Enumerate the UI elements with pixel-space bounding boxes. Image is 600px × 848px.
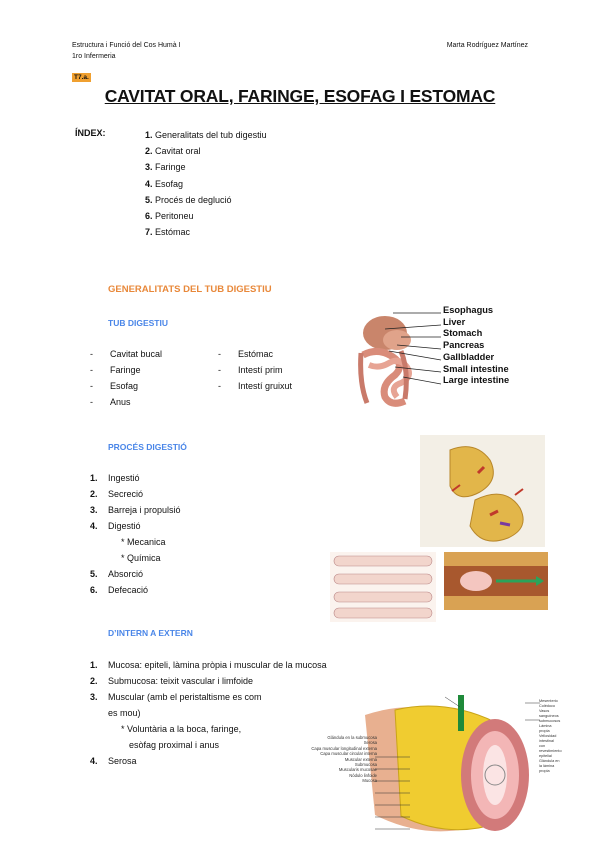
bullet-dash: -	[90, 349, 93, 359]
step-text: Ingestió	[108, 473, 140, 483]
index-number: 5.	[145, 194, 153, 205]
index-text: Cavitat oral	[152, 146, 201, 157]
section-heading: GENERALITATS DEL TUB DIGESTIU	[108, 284, 272, 295]
index-number: 6.	[145, 211, 153, 222]
index-list	[145, 127, 267, 240]
index-item	[145, 208, 267, 224]
index-number: 1.	[145, 130, 153, 140]
layer-number: 4.	[90, 756, 98, 766]
wall-label: Vasos sanguíneos submucosos	[539, 709, 561, 723]
layer-number: 3.	[90, 692, 98, 702]
wall-labels-left	[295, 735, 377, 784]
step-number: 6.	[90, 585, 98, 595]
organ-item	[90, 394, 162, 410]
bullet-dash: -	[90, 381, 93, 391]
organ-item	[218, 346, 292, 362]
step-text: Barreja i propulsió	[108, 505, 181, 515]
index-item	[145, 159, 267, 175]
figure-label: Stomach	[443, 328, 483, 339]
layer-item	[90, 657, 360, 673]
wall-label: Glándula en la submucosa	[327, 735, 377, 740]
organ-list-2	[218, 346, 292, 394]
index-item	[145, 192, 267, 208]
stomach-figure	[420, 435, 545, 547]
index-item	[145, 143, 267, 159]
index-text: Faringe	[152, 162, 186, 173]
step-text: Secreció	[108, 489, 144, 499]
wall-label: Serosa	[363, 740, 377, 746]
layer-text: Muscular (amb el peristaltisme es com	[108, 692, 262, 702]
layer-text: Submucosa: teixit vascular i limfoide	[108, 676, 254, 686]
step-number: 2.	[90, 489, 98, 499]
organ-name: Esofag	[110, 381, 139, 391]
step-number: 5.	[90, 569, 98, 579]
organ-item	[218, 362, 292, 378]
subheading-tub: TUB DIGESTIU	[108, 318, 168, 328]
index-item	[145, 127, 267, 143]
figure-labels	[443, 305, 509, 387]
index-number: 2.	[145, 146, 153, 157]
course-name: Estructura i Funció del Cos Humà I	[72, 42, 181, 49]
layer-text: es mou)	[108, 708, 141, 718]
layer-number: 1.	[90, 660, 98, 670]
step-text: Defecació	[108, 585, 149, 595]
organ-item	[90, 362, 162, 378]
step-text: Absorció	[108, 569, 144, 579]
wall-label: Mucosa	[362, 778, 377, 784]
wall-label: Capa muscular circular interna	[320, 751, 377, 757]
wall-labels-right	[539, 699, 560, 774]
figure-label: Small intestine	[443, 363, 509, 374]
index-text: Generalitats del tub digestiu	[152, 130, 267, 140]
step-number: 1.	[90, 473, 98, 483]
digestion-step	[90, 502, 181, 518]
topic-tag: T7.a.	[74, 74, 89, 81]
digestive-system-figure	[355, 305, 525, 410]
digestion-subitem: * Mecanica	[121, 537, 166, 547]
layer-text: * Voluntària a la boca, faringe,	[121, 724, 242, 734]
digestion-step	[90, 486, 181, 502]
bullet-dash: -	[218, 365, 221, 375]
organ-name: Intestí prim	[238, 365, 283, 375]
bullet-dash: -	[90, 365, 93, 375]
index-text: Estómac	[152, 227, 191, 238]
index-number: 4.	[145, 178, 153, 189]
index-item	[145, 176, 267, 192]
organ-item	[90, 378, 162, 394]
bullet-dash: -	[218, 381, 221, 391]
wall-label: Capa muscular longitudinal externa	[311, 745, 377, 751]
author-name: Marta Rodríguez Martínez	[446, 42, 528, 49]
layer-number	[90, 705, 108, 721]
course-group: 1ro Infermeria	[72, 53, 116, 60]
wall-label: Nódulo linfoide	[349, 772, 377, 778]
page-title: CAVITAT ORAL, FARINGE, ESOFAG I ESTOMAC	[104, 86, 496, 106]
digestion-step	[90, 582, 181, 598]
index-number: 7.	[145, 227, 153, 238]
organ-list-1	[90, 346, 162, 410]
wall-label: Mesenterio	[539, 699, 558, 703]
index-item	[145, 224, 267, 240]
bullet-dash: -	[90, 397, 93, 407]
figure-label: Liver	[443, 316, 466, 327]
figure-label: Esophagus	[443, 305, 494, 315]
wall-label: Lámina propia	[539, 724, 552, 733]
intestinal-wall-figure	[295, 685, 560, 843]
wall-label: Muscularis mucosae	[338, 767, 377, 773]
digestion-step	[90, 518, 181, 534]
wall-label: Colédoco	[539, 704, 556, 708]
bullet-dash: -	[218, 349, 221, 359]
peristalsis-figure	[444, 552, 548, 610]
step-number: 4.	[90, 521, 98, 531]
layer-text: esòfag proximal i anus	[129, 740, 220, 750]
digestion-step	[90, 470, 181, 486]
digestion-subitem: * Química	[121, 553, 161, 563]
wall-label: Muscular externa	[344, 756, 377, 762]
figure-label: Gallbladder	[443, 351, 495, 362]
organ-name: Anus	[110, 397, 131, 407]
figure-label: Pancreas	[443, 340, 485, 351]
wall-label: Glándula en la lámina propia	[539, 759, 560, 773]
subheading-proces: PROCÉS DIGESTIÓ	[108, 442, 187, 452]
organ-name: Intestí gruixut	[238, 381, 293, 391]
step-text: Digestió	[108, 521, 141, 531]
layer-number	[90, 737, 108, 753]
digestion-steps	[90, 470, 181, 598]
subheading-intern-extern: D’INTERN A EXTERN	[108, 628, 193, 638]
organ-item	[218, 378, 292, 394]
step-number: 3.	[90, 505, 98, 515]
index-text: Esofag	[152, 178, 184, 189]
layer-text: Serosa	[108, 756, 137, 766]
index-number: 3.	[145, 162, 153, 173]
organ-name: Faringe	[110, 365, 141, 375]
digestion-step	[90, 566, 181, 582]
wall-label: Vellosidad intestinal con revestimiento epitelial	[539, 734, 562, 758]
segmentation-figure	[330, 552, 436, 622]
index-label: ÍNDEX:	[75, 128, 106, 138]
organ-name: Estómac	[238, 349, 274, 359]
index-text: Peritoneu	[152, 211, 194, 222]
organ-name: Cavitat bucal	[110, 349, 163, 359]
organ-item	[90, 346, 162, 362]
layer-text: Mucosa: epiteli, làmina pròpia i muscular de la mucosa	[108, 660, 327, 670]
layer-number: 2.	[90, 676, 98, 686]
wall-label: Submucosa	[354, 762, 377, 768]
figure-label: Large intestine	[443, 375, 510, 386]
layer-number	[90, 721, 108, 737]
index-text: Procés de deglució	[152, 194, 232, 205]
